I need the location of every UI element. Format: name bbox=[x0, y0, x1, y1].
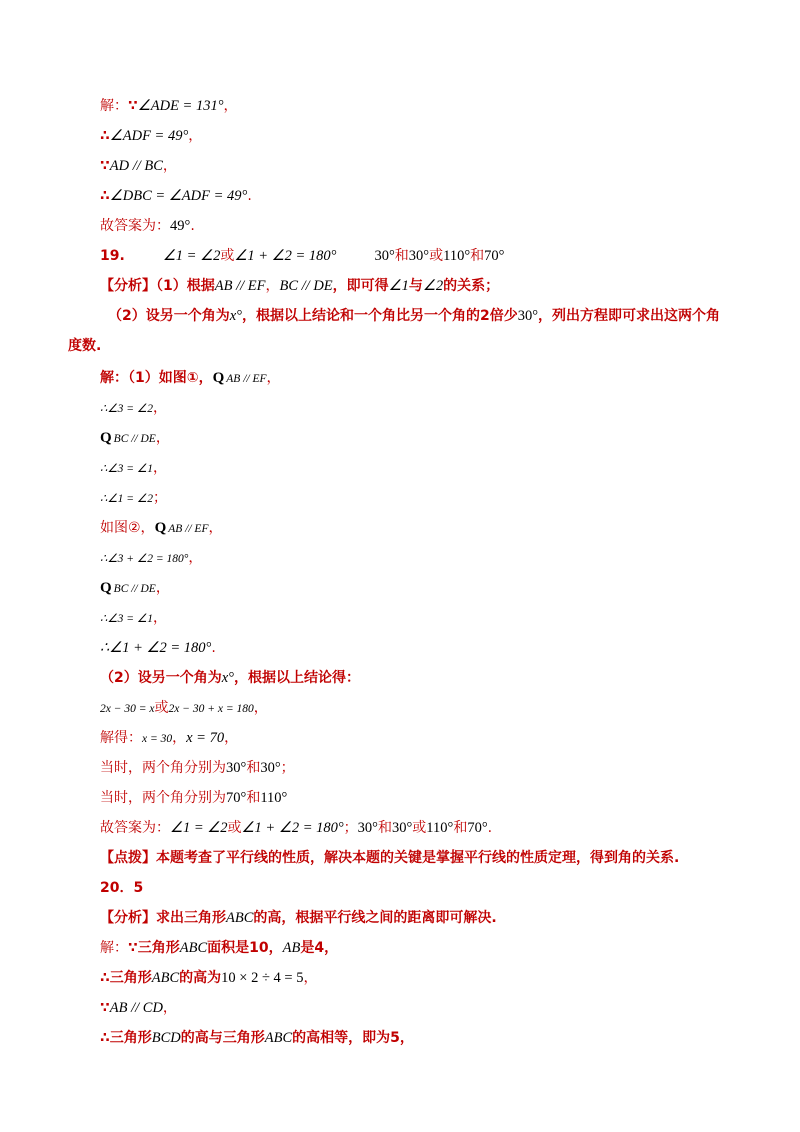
analysis-19-part2: （2）设另一个角为x°，根据以上结论和一个角比另一个角的2倍少30°，列出方程即可求出这两个角 bbox=[108, 308, 721, 324]
solution-19-line-2: ∴∠3 = ∠2， bbox=[100, 400, 167, 416]
solution-19-line-3: Q BC // DE， bbox=[100, 430, 170, 446]
solution-20-line-3: ∵AB // CD， bbox=[100, 1000, 177, 1016]
solution-19-line-1: 解：（1）如图①，Q AB // EF， bbox=[100, 370, 281, 386]
solution-line-4: ∴∠DBC = ∠ADF = 49°. bbox=[100, 188, 252, 204]
answer-line-19: 故答案为：∠1 = ∠2或∠1 + ∠2 = 180°；30°和30°或110°和70°. bbox=[100, 820, 493, 836]
solution-19-line-10: ∴∠1 + ∠2 = 180°. bbox=[100, 640, 216, 656]
solution-19-part2-line-1: （2）设另一个角为x°，根据以上结论得： bbox=[100, 670, 360, 686]
solution-19-line-9: ∴∠3 = ∠1， bbox=[100, 610, 167, 626]
solution-19-case-1: 当时，两个角分别为30°和30°； bbox=[100, 760, 295, 776]
solution-19-line-4: ∴∠3 = ∠1， bbox=[100, 460, 167, 476]
solution-line-1: 解：∵∠ADE = 131°， bbox=[100, 98, 238, 114]
analysis-19-part1: 【分析】（1）根据AB // EF，BC // DE，即可得∠1与∠2的关系； bbox=[100, 278, 500, 294]
analysis-20: 【分析】求出三角形ABC的高，根据平行线之间的距离即可解决. bbox=[100, 910, 497, 926]
solution-19-line-8: Q BC // DE， bbox=[100, 580, 170, 596]
solution-20-line-1: 解：∵三角形ABC面积是10，AB是4， bbox=[100, 940, 339, 956]
solution-19-equations: 2x − 30 = x或2x − 30 + x = 180， bbox=[100, 700, 268, 716]
solution-line-3: ∵AD // BC， bbox=[100, 158, 177, 174]
solution-19-line-6: 如图②，Q AB // EF， bbox=[100, 520, 223, 536]
analysis-19-part2-wrap: 度数. bbox=[68, 338, 102, 354]
solution-19-line-7: ∴∠3 + ∠2 = 180°， bbox=[100, 550, 203, 566]
question-20-answer: 20．5 bbox=[100, 880, 144, 896]
solution-19-line-5: ∴∠1 = ∠2； bbox=[100, 490, 167, 506]
remark-19: 【点拨】本题考查了平行线的性质，解决本题的关键是掌握平行线的性质定理，得到角的关系. bbox=[100, 850, 680, 866]
answer-line-18: 故答案为：49°. bbox=[100, 218, 195, 234]
solution-line-2: ∴∠ADF = 49°， bbox=[100, 128, 203, 144]
question-19-answer: 19. ∠1 = ∠2或∠1 + ∠2 = 180° 30°和30°或110°和70° bbox=[100, 248, 505, 264]
solution-19-solve: 解得：x = 30，x = 70， bbox=[100, 730, 239, 746]
solution-20-line-2: ∴三角形ABC的高为10 × 2 ÷ 4 = 5， bbox=[100, 970, 318, 986]
solution-20-line-4: ∴三角形BCD的高与三角形ABC的高相等，即为5， bbox=[100, 1030, 414, 1046]
solution-19-case-2: 当时，两个角分别为70°和110° bbox=[100, 790, 288, 806]
